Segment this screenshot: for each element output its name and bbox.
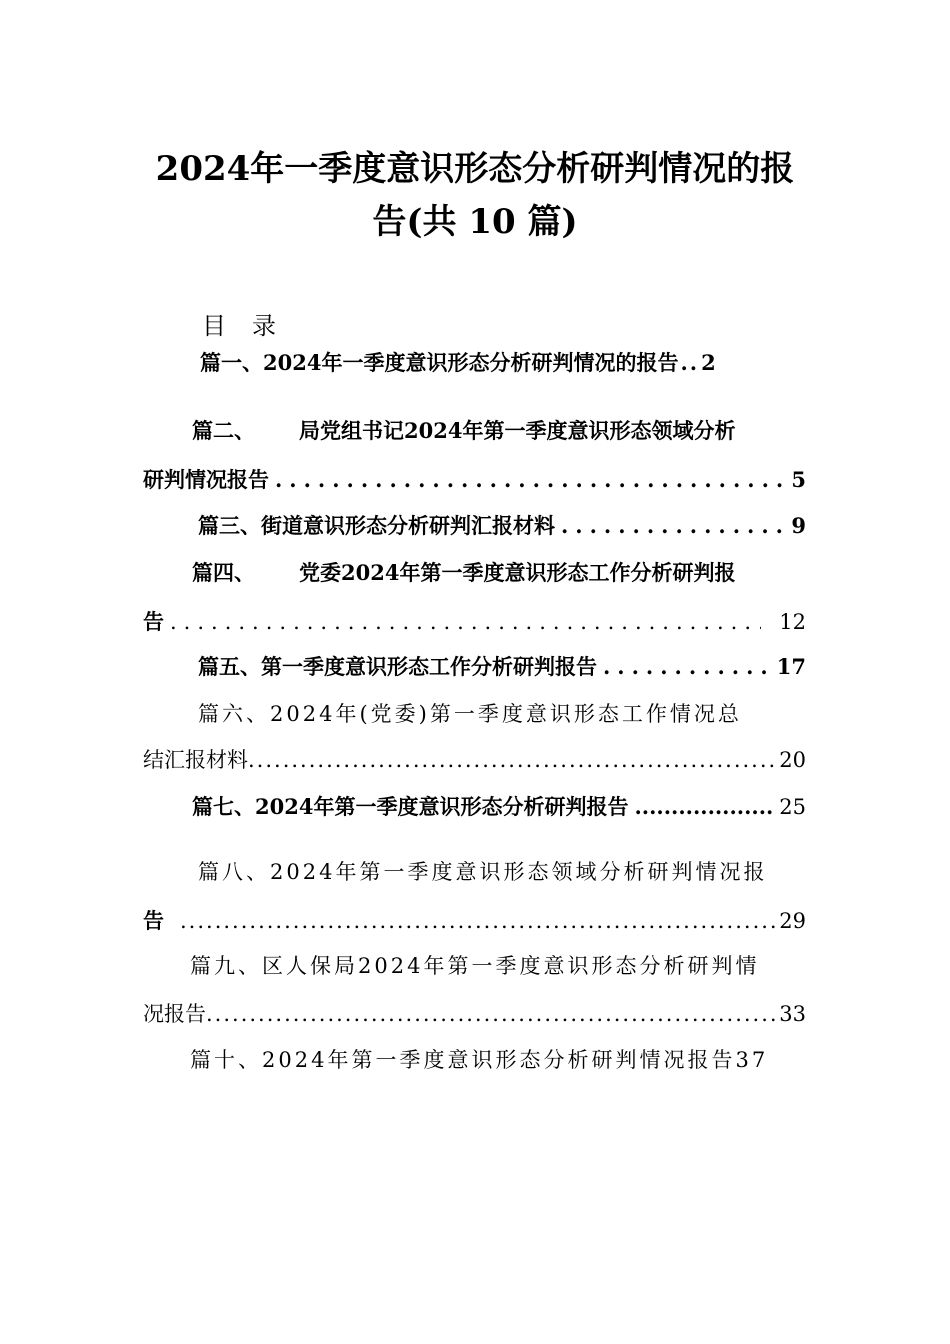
toc-dots: .. xyxy=(680,350,700,375)
toc-entry-8[interactable] xyxy=(198,862,806,883)
toc-entry-4[interactable] xyxy=(192,562,806,583)
title-line-2: 告(共 10 篇) xyxy=(372,202,578,242)
toc-entry-1[interactable] xyxy=(200,352,806,373)
toc-entry-8-cont[interactable] xyxy=(143,910,806,932)
toc-entry-6-cont[interactable] xyxy=(143,750,806,771)
toc-entry-title: 党委2024年第一季度意识形态工作分析研判报 xyxy=(299,560,736,585)
toc-page-number: 33 xyxy=(779,1002,806,1026)
toc-entry-6[interactable] xyxy=(198,704,806,725)
toc-dots xyxy=(206,1004,779,1025)
toc-entry-10[interactable] xyxy=(190,1050,810,1071)
toc-dots xyxy=(180,911,777,932)
toc-entry-7[interactable] xyxy=(192,796,806,818)
toc-dots xyxy=(248,750,779,771)
toc-entry-title: 局党组书记2024年第一季度意识形态领域分析 xyxy=(299,418,736,443)
toc-dots xyxy=(603,656,771,677)
title-line-1: 2024年一季度意识形态分析研判情况的报 xyxy=(155,149,795,189)
toc-page-number: 37 xyxy=(735,1048,769,1072)
toc-page-number: 17 xyxy=(776,654,806,679)
toc-entry-title-cont: 研判情况报告 xyxy=(143,467,269,492)
toc-dots xyxy=(275,469,785,490)
toc-entry-9[interactable] xyxy=(190,956,806,977)
toc-entry-title-cont: 告 xyxy=(143,908,164,933)
toc-entry-title: 篇七、2024年第一季度意识形态分析研判报告 xyxy=(192,794,629,819)
toc-page-number: 29 xyxy=(779,909,806,933)
toc-entry-title: 篇九、区人保局2024年第一季度意识形态分析研判情 xyxy=(190,954,760,978)
toc-page-number: 9 xyxy=(791,513,806,538)
toc-entry-9-cont[interactable] xyxy=(143,1004,806,1025)
toc-entry-3[interactable] xyxy=(198,515,806,536)
toc-entry-title: 篇八、2024年第一季度意识形态领域分析研判情况报 xyxy=(198,860,768,884)
toc-entry-title-cont: 况报告 xyxy=(143,1002,206,1026)
toc-dots xyxy=(561,515,785,536)
toc-entry-prefix: 篇四、 xyxy=(192,560,255,585)
toc-page-number: 12 xyxy=(779,610,806,634)
toc-entry-2[interactable] xyxy=(192,420,806,441)
toc-entry-title: 篇十、2024年第一季度意识形态分析研判情况报告 xyxy=(190,1048,736,1072)
toc-entry-4-cont[interactable] xyxy=(143,611,806,633)
toc-page-number: 5 xyxy=(791,467,806,492)
toc-entry-prefix: 篇二、 xyxy=(192,418,255,443)
toc-entry-title: 篇三、街道意识形态分析研判汇报材料 xyxy=(198,513,555,538)
toc-entry-title: 篇一、2024年一季度意识形态分析研判情况的报告 xyxy=(200,350,679,375)
toc-entry-title-cont: 告 xyxy=(143,609,164,634)
toc-entry-title: 篇五、第一季度意识形态工作分析研判报告 xyxy=(198,654,597,679)
toc-heading: 目录 xyxy=(202,312,302,340)
toc-entry-5[interactable] xyxy=(198,656,806,677)
toc-dots xyxy=(634,796,773,817)
toc-page-number: 20 xyxy=(779,748,806,772)
toc-dots xyxy=(170,612,761,633)
toc-page-number: 2 xyxy=(701,350,716,375)
toc-entry-2-cont[interactable] xyxy=(143,469,806,490)
toc-entry-title: 篇六、2024年(党委)第一季度意识形态工作情况总 xyxy=(198,702,742,726)
toc-entry-title-cont: 结汇报材料 xyxy=(143,748,248,772)
toc-page-number: 25 xyxy=(779,795,806,819)
